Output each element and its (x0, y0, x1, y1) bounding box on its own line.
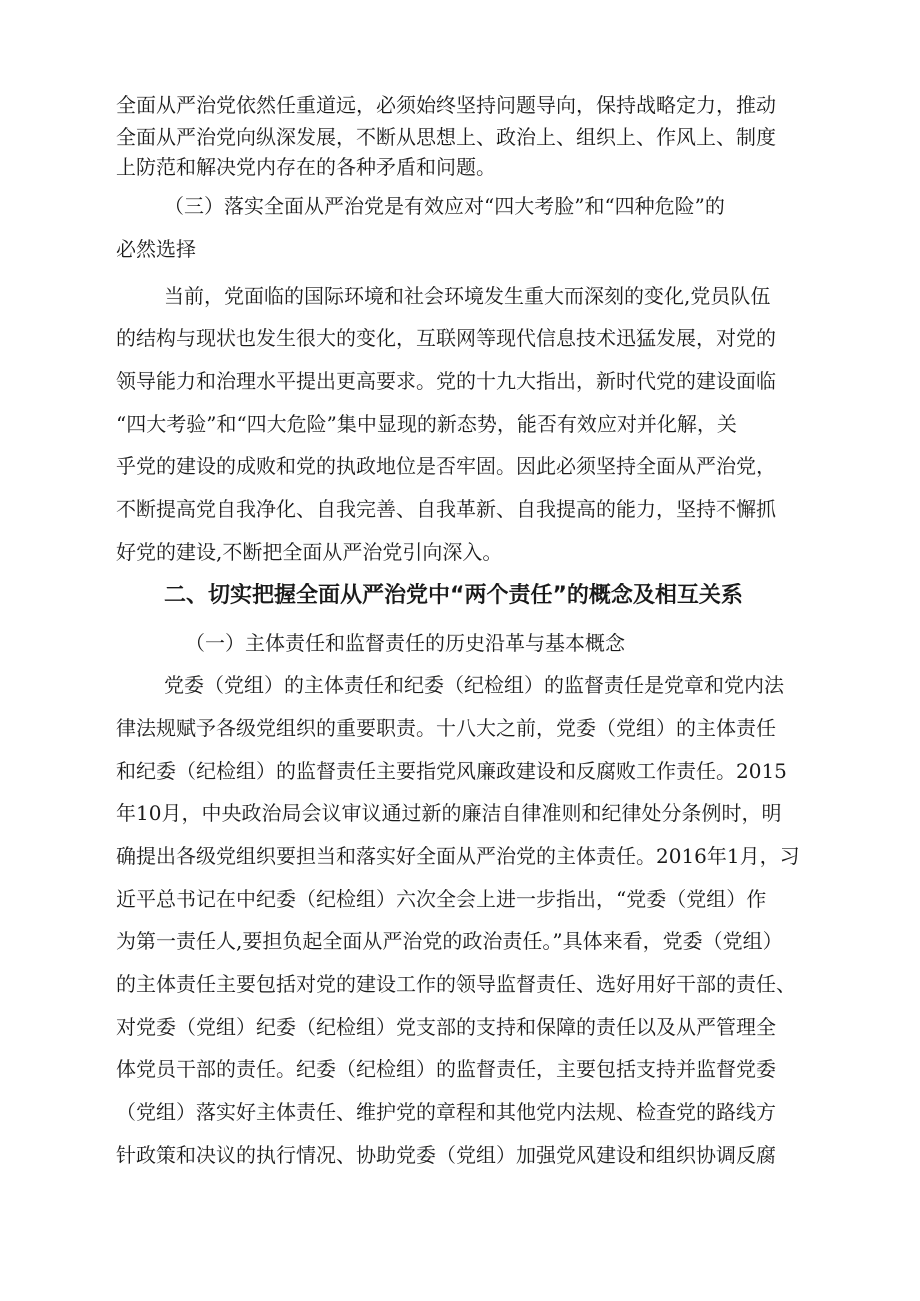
body-line: 全面从严治党向纵深发展，不断从思想上、政治上、组织上、作风上、制度 (116, 125, 776, 149)
section-heading-3-cont: 必然选择 (116, 237, 196, 261)
body-line: 上防范和解决党内存在的各种矛盾和问题。 (116, 155, 496, 179)
body-line: 乎党的建设的成败和党的执政地位是否牢固。因此必须坚持全面从严治党， (116, 454, 776, 478)
body-line: 针政策和决议的执行情况、协助党委（党组）加强党风建设和组织协调反腐 (116, 1143, 776, 1167)
subsection-heading-1: （一）主体责任和监督责任的历史沿革与基本概念 (185, 631, 625, 655)
body-line: 的结构与现状也发生很大的变化，互联网等现代信息技术迅猛发展，对党的 (116, 326, 776, 350)
body-line: 为第一责任人,要担负起全面从严治党的政治责任。”具体来看，党委（党组） (116, 929, 783, 953)
body-line: 律法规赋予各级党组织的重要职责。十八大之前，党委（党组）的主体责任 (116, 716, 776, 740)
body-line: 的主体责任主要包括对党的建设工作的领导监督责任、选好用好干部的责任、 (116, 972, 796, 996)
body-line: 不断提高党自我净化、自我完善、自我革新、自我提高的能力，坚持不懈抓 (116, 497, 776, 521)
body-line: 对党委（党组）纪委（纪检组）党支部的支持和保障的责任以及从严管理全 (116, 1015, 776, 1039)
body-line: 全面从严治党依然任重道远，必须始终坚持问题导向，保持战略定力，推动 (116, 93, 776, 117)
body-line: “四大考验”和“四大危险”集中显现的新态势，能否有效应对并化解，关 (116, 412, 737, 436)
section-heading-3: （三）落实全面从严治党是有效应对“四大考脸”和“四种危险”的 (164, 194, 725, 218)
body-line: 党委（党组）的主体责任和纪委（纪检组）的监督责任是党章和党内法 (164, 673, 784, 697)
chapter-heading-2: 二、切实把握全面从严治党中“两个责任”的概念及相互关系 (164, 583, 743, 608)
body-line: 领导能力和治理水平提出更高要求。党的十九大指出，新时代党的建设面临 (116, 369, 776, 393)
body-line: 好党的建设,不断把全面从严治党引向深入。 (116, 540, 503, 564)
body-line: 确提出各级党组织要担当和落实好全面从严治党的主体责任。2016年1月，习 (116, 844, 800, 868)
body-line: （党组）落实好主体责任、维护党的章程和其他党内法规、检查党的路线方 (116, 1100, 776, 1124)
body-line: 当前，党面临的国际环境和社会环境发生重大而深刻的变化,党员队伍 (164, 284, 771, 308)
body-line: 和纪委（纪检组）的监督责任主要指党风廉政建设和反腐败工作责任。2015 (116, 759, 787, 783)
body-line: 体党员干部的责任。纪委（纪检组）的监督责任，主要包括支持并监督党委 (116, 1057, 776, 1081)
body-line: 近平总书记在中纪委（纪检组）六次全会上进一步指出，“党委（党组）作 (116, 887, 767, 911)
body-line: 年10月，中央政治局会议审议通过新的廉洁自律准则和纪律处分条例时，明 (116, 801, 782, 825)
